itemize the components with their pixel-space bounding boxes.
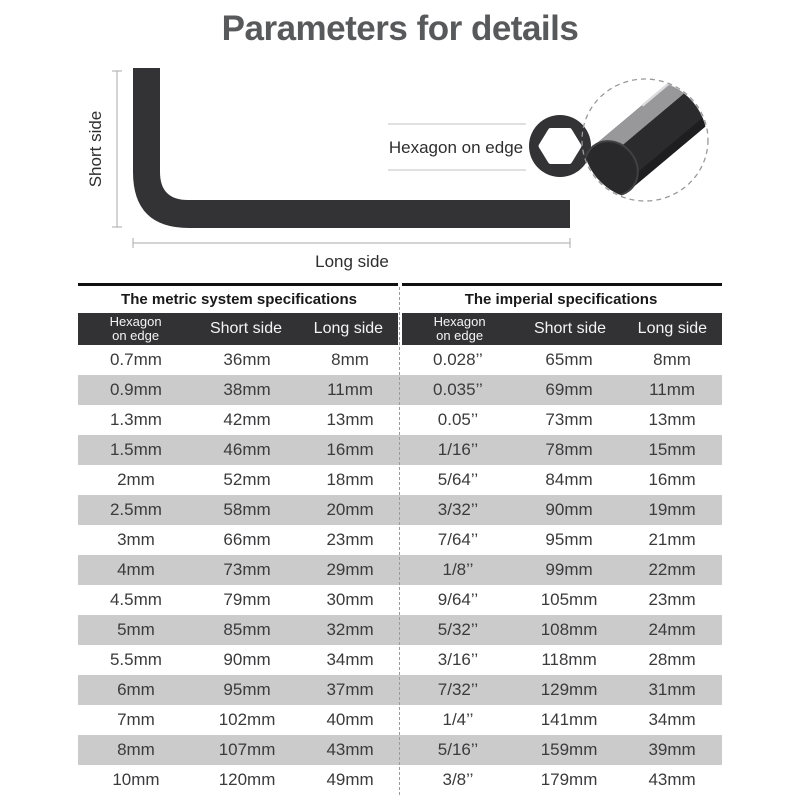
table-row	[78, 375, 722, 405]
imperial-row-half	[400, 495, 722, 525]
imperial-long-side-value: 11mm	[649, 380, 696, 399]
imperial-row-half	[400, 705, 722, 735]
imperial-row-half	[400, 585, 722, 615]
imperial-row-half	[400, 645, 722, 675]
metric-short-side-value: 95mm	[223, 680, 271, 699]
metric-long-side-value: 34mm	[326, 650, 374, 669]
imperial-long-side-value: 39mm	[648, 740, 696, 759]
imperial-short-side-value: 159mm	[540, 740, 598, 759]
table-row	[78, 465, 722, 495]
imperial-long-side-value: 34mm	[648, 710, 696, 729]
metric-hexagon-value: 2.5mm	[109, 500, 162, 519]
imperial-hexagon-value: 3/32’’	[437, 500, 479, 519]
imperial-long-side-value: 28mm	[648, 650, 696, 669]
imperial-long-side-value: 8mm	[653, 350, 691, 369]
metric-short-side-value: 85mm	[223, 620, 271, 639]
metric-long-side-value: 11mm	[327, 380, 374, 399]
metric-long-side-value: 43mm	[326, 740, 374, 759]
imperial-long-side-value: 16mm	[648, 470, 696, 489]
metric-long-side-header: Long side	[313, 320, 384, 337]
imperial-long-side-value: 22mm	[648, 560, 696, 579]
imperial-long-side-value: 24mm	[648, 620, 696, 639]
table-center-dashed-divider	[399, 287, 400, 795]
metric-hexagon-value: 5.5mm	[109, 650, 162, 669]
metric-row-half	[78, 345, 400, 375]
imperial-short-side-value: 118mm	[541, 650, 597, 669]
imperial-row-half	[400, 555, 722, 585]
imperial-short-side-value: 78mm	[545, 440, 593, 459]
metric-hexagon-header: Hexagon on edge	[109, 313, 162, 343]
table-row	[78, 435, 722, 465]
metric-hexagon-value: 10mm	[112, 770, 160, 789]
imperial-long-side-value: 21mm	[648, 530, 696, 549]
imperial-row-half	[400, 405, 722, 435]
metric-long-side-value: 40mm	[326, 710, 374, 729]
metric-row-half	[78, 495, 400, 525]
table-row	[78, 525, 722, 555]
imperial-long-side-value: 31mm	[648, 680, 696, 699]
imperial-hexagon-value: 7/32’’	[437, 680, 479, 699]
hexagon-cross-section-icon	[529, 115, 591, 177]
imperial-long-side-value: 19mm	[648, 500, 696, 519]
metric-row-half	[78, 465, 400, 495]
metric-hexagon-value: 1.3mm	[109, 410, 162, 429]
imperial-short-side-value: 179mm	[540, 770, 598, 789]
imperial-row-half	[400, 675, 722, 705]
spec-table-rows	[78, 345, 722, 795]
metric-short-side-value: 46mm	[223, 440, 271, 459]
imperial-row-half	[400, 525, 722, 555]
imperial-long-side-header: Long side	[637, 320, 708, 337]
table-row	[78, 345, 722, 375]
imperial-row-half	[400, 375, 722, 405]
metric-hexagon-value: 6mm	[117, 680, 155, 699]
metric-long-side-value: 32mm	[326, 620, 374, 639]
metric-row-half	[78, 585, 400, 615]
metric-short-side-value: 58mm	[223, 500, 271, 519]
imperial-long-side-value: 23mm	[648, 590, 696, 609]
metric-long-side-value: 20mm	[326, 500, 374, 519]
imperial-hexagon-value: 0.035’’	[433, 380, 483, 399]
imperial-long-side-value: 43mm	[648, 770, 696, 789]
metric-hexagon-value: 5mm	[117, 620, 155, 639]
metric-row-half	[78, 645, 400, 675]
metric-short-side-value: 73mm	[223, 560, 271, 579]
imperial-short-side-value: 65mm	[545, 350, 593, 369]
table-top-border-gap	[398, 283, 402, 286]
metric-long-side-value: 37mm	[326, 680, 374, 699]
imperial-short-side-value: 95mm	[545, 530, 593, 549]
imperial-short-side-value: 141mm	[540, 710, 598, 729]
metric-row-half	[78, 555, 400, 585]
metric-short-side-value: 36mm	[223, 350, 271, 369]
imperial-short-side-value: 108mm	[540, 620, 598, 639]
metric-short-side-value: 107mm	[218, 740, 276, 759]
metric-long-side-value: 30mm	[326, 590, 374, 609]
imperial-short-side-value: 73mm	[545, 410, 593, 429]
metric-short-side-header: Short side	[209, 320, 282, 337]
metric-short-side-value: 42mm	[223, 410, 271, 429]
imperial-short-side-value: 84mm	[545, 470, 593, 489]
metric-long-side-value: 49mm	[326, 770, 374, 789]
metric-hexagon-value: 8mm	[117, 740, 155, 759]
metric-long-side-value: 18mm	[326, 470, 374, 489]
metric-long-side-value: 29mm	[326, 560, 374, 579]
imperial-short-side-value: 99mm	[545, 560, 593, 579]
table-row	[78, 555, 722, 585]
metric-short-side-value: 38mm	[223, 380, 271, 399]
imperial-long-side-value: 13mm	[648, 410, 696, 429]
imperial-short-side-value: 129mm	[540, 680, 598, 699]
imperial-hexagon-value: 0.05’’	[437, 410, 479, 429]
imperial-hexagon-value: 1/4’’	[442, 710, 474, 729]
table-row	[78, 645, 722, 675]
metric-row-half	[78, 525, 400, 555]
imperial-hexagon-value: 5/32’’	[437, 620, 479, 639]
imperial-hexagon-value: 1/8’’	[442, 560, 474, 579]
table-row	[78, 675, 722, 705]
metric-hexagon-value: 4mm	[117, 560, 155, 579]
imperial-row-half	[400, 615, 722, 645]
imperial-long-side-value: 15mm	[648, 440, 696, 459]
imperial-header-half	[402, 313, 722, 345]
metric-hexagon-value: 4.5mm	[109, 590, 162, 609]
imperial-short-side-value: 69mm	[545, 380, 593, 399]
imperial-section-title: The imperial specifications	[464, 291, 658, 308]
imperial-hexagon-value: 5/16’’	[437, 740, 479, 759]
page-title: Parameters for details	[221, 9, 579, 48]
table-column-headers	[78, 313, 722, 345]
imperial-short-side-value: 105mm	[540, 590, 598, 609]
metric-hexagon-value: 7mm	[117, 710, 155, 729]
short-side-dimension-line	[112, 71, 122, 227]
imperial-hexagon-value: 0.028’’	[433, 350, 483, 369]
imperial-row-half	[400, 435, 722, 465]
metric-hexagon-value: 1.5mm	[109, 440, 162, 459]
metric-hexagon-value: 0.9mm	[109, 380, 162, 399]
table-row	[78, 615, 722, 645]
metric-hexagon-value: 3mm	[117, 530, 155, 549]
table-row	[78, 765, 722, 795]
metric-short-side-value: 102mm	[218, 710, 276, 729]
long-side-label: Long side	[315, 252, 389, 271]
metric-row-half	[78, 675, 400, 705]
metric-short-side-value: 66mm	[223, 530, 271, 549]
metric-short-side-value: 79mm	[223, 590, 271, 609]
metric-long-side-value: 13mm	[326, 410, 374, 429]
hex-key-diagram	[0, 0, 800, 280]
imperial-row-half	[400, 765, 722, 795]
metric-long-side-value: 16mm	[326, 440, 374, 459]
metric-short-side-value: 90mm	[223, 650, 271, 669]
metric-row-half	[78, 405, 400, 435]
table-row	[78, 405, 722, 435]
metric-row-half	[78, 735, 400, 765]
imperial-hexagon-value: 3/8’’	[442, 770, 474, 789]
metric-long-side-value: 23mm	[326, 530, 374, 549]
metric-section-title: The metric system specifications	[121, 291, 357, 308]
metric-row-half	[78, 615, 400, 645]
imperial-short-side-value: 90mm	[545, 500, 593, 519]
imperial-short-side-header: Short side	[533, 320, 606, 337]
metric-hexagon-value: 2mm	[117, 470, 155, 489]
table-row	[78, 705, 722, 735]
table-top-border	[78, 283, 722, 286]
metric-hexagon-value: 0.7mm	[109, 350, 162, 369]
table-row	[78, 585, 722, 615]
imperial-row-half	[400, 345, 722, 375]
specifications-table	[78, 283, 722, 795]
imperial-hexagon-value: 1/16’’	[437, 440, 479, 459]
imperial-hexagon-value: 3/16’’	[437, 650, 479, 669]
hexagon-on-edge-label: Hexagon on edge	[388, 138, 524, 157]
metric-row-half	[78, 435, 400, 465]
imperial-hexagon-header: Hexagon on edge	[433, 313, 486, 343]
short-side-label: Short side	[86, 110, 105, 188]
table-row	[78, 495, 722, 525]
metric-row-half	[78, 375, 400, 405]
imperial-row-half	[400, 735, 722, 765]
imperial-row-half	[400, 465, 722, 495]
table-row	[78, 735, 722, 765]
long-side-dimension-line	[133, 238, 570, 248]
imperial-hexagon-value: 7/64’’	[437, 530, 479, 549]
metric-header-half	[78, 313, 398, 345]
metric-long-side-value: 8mm	[331, 350, 369, 369]
imperial-hexagon-value: 9/64’’	[437, 590, 479, 609]
metric-row-half	[78, 705, 400, 735]
table-section-titles	[78, 286, 722, 313]
hex-rod-3d	[574, 64, 728, 206]
metric-short-side-value: 120mm	[218, 770, 276, 789]
imperial-hexagon-value: 5/64’’	[437, 470, 479, 489]
metric-row-half	[78, 765, 400, 795]
metric-short-side-value: 52mm	[223, 470, 271, 489]
